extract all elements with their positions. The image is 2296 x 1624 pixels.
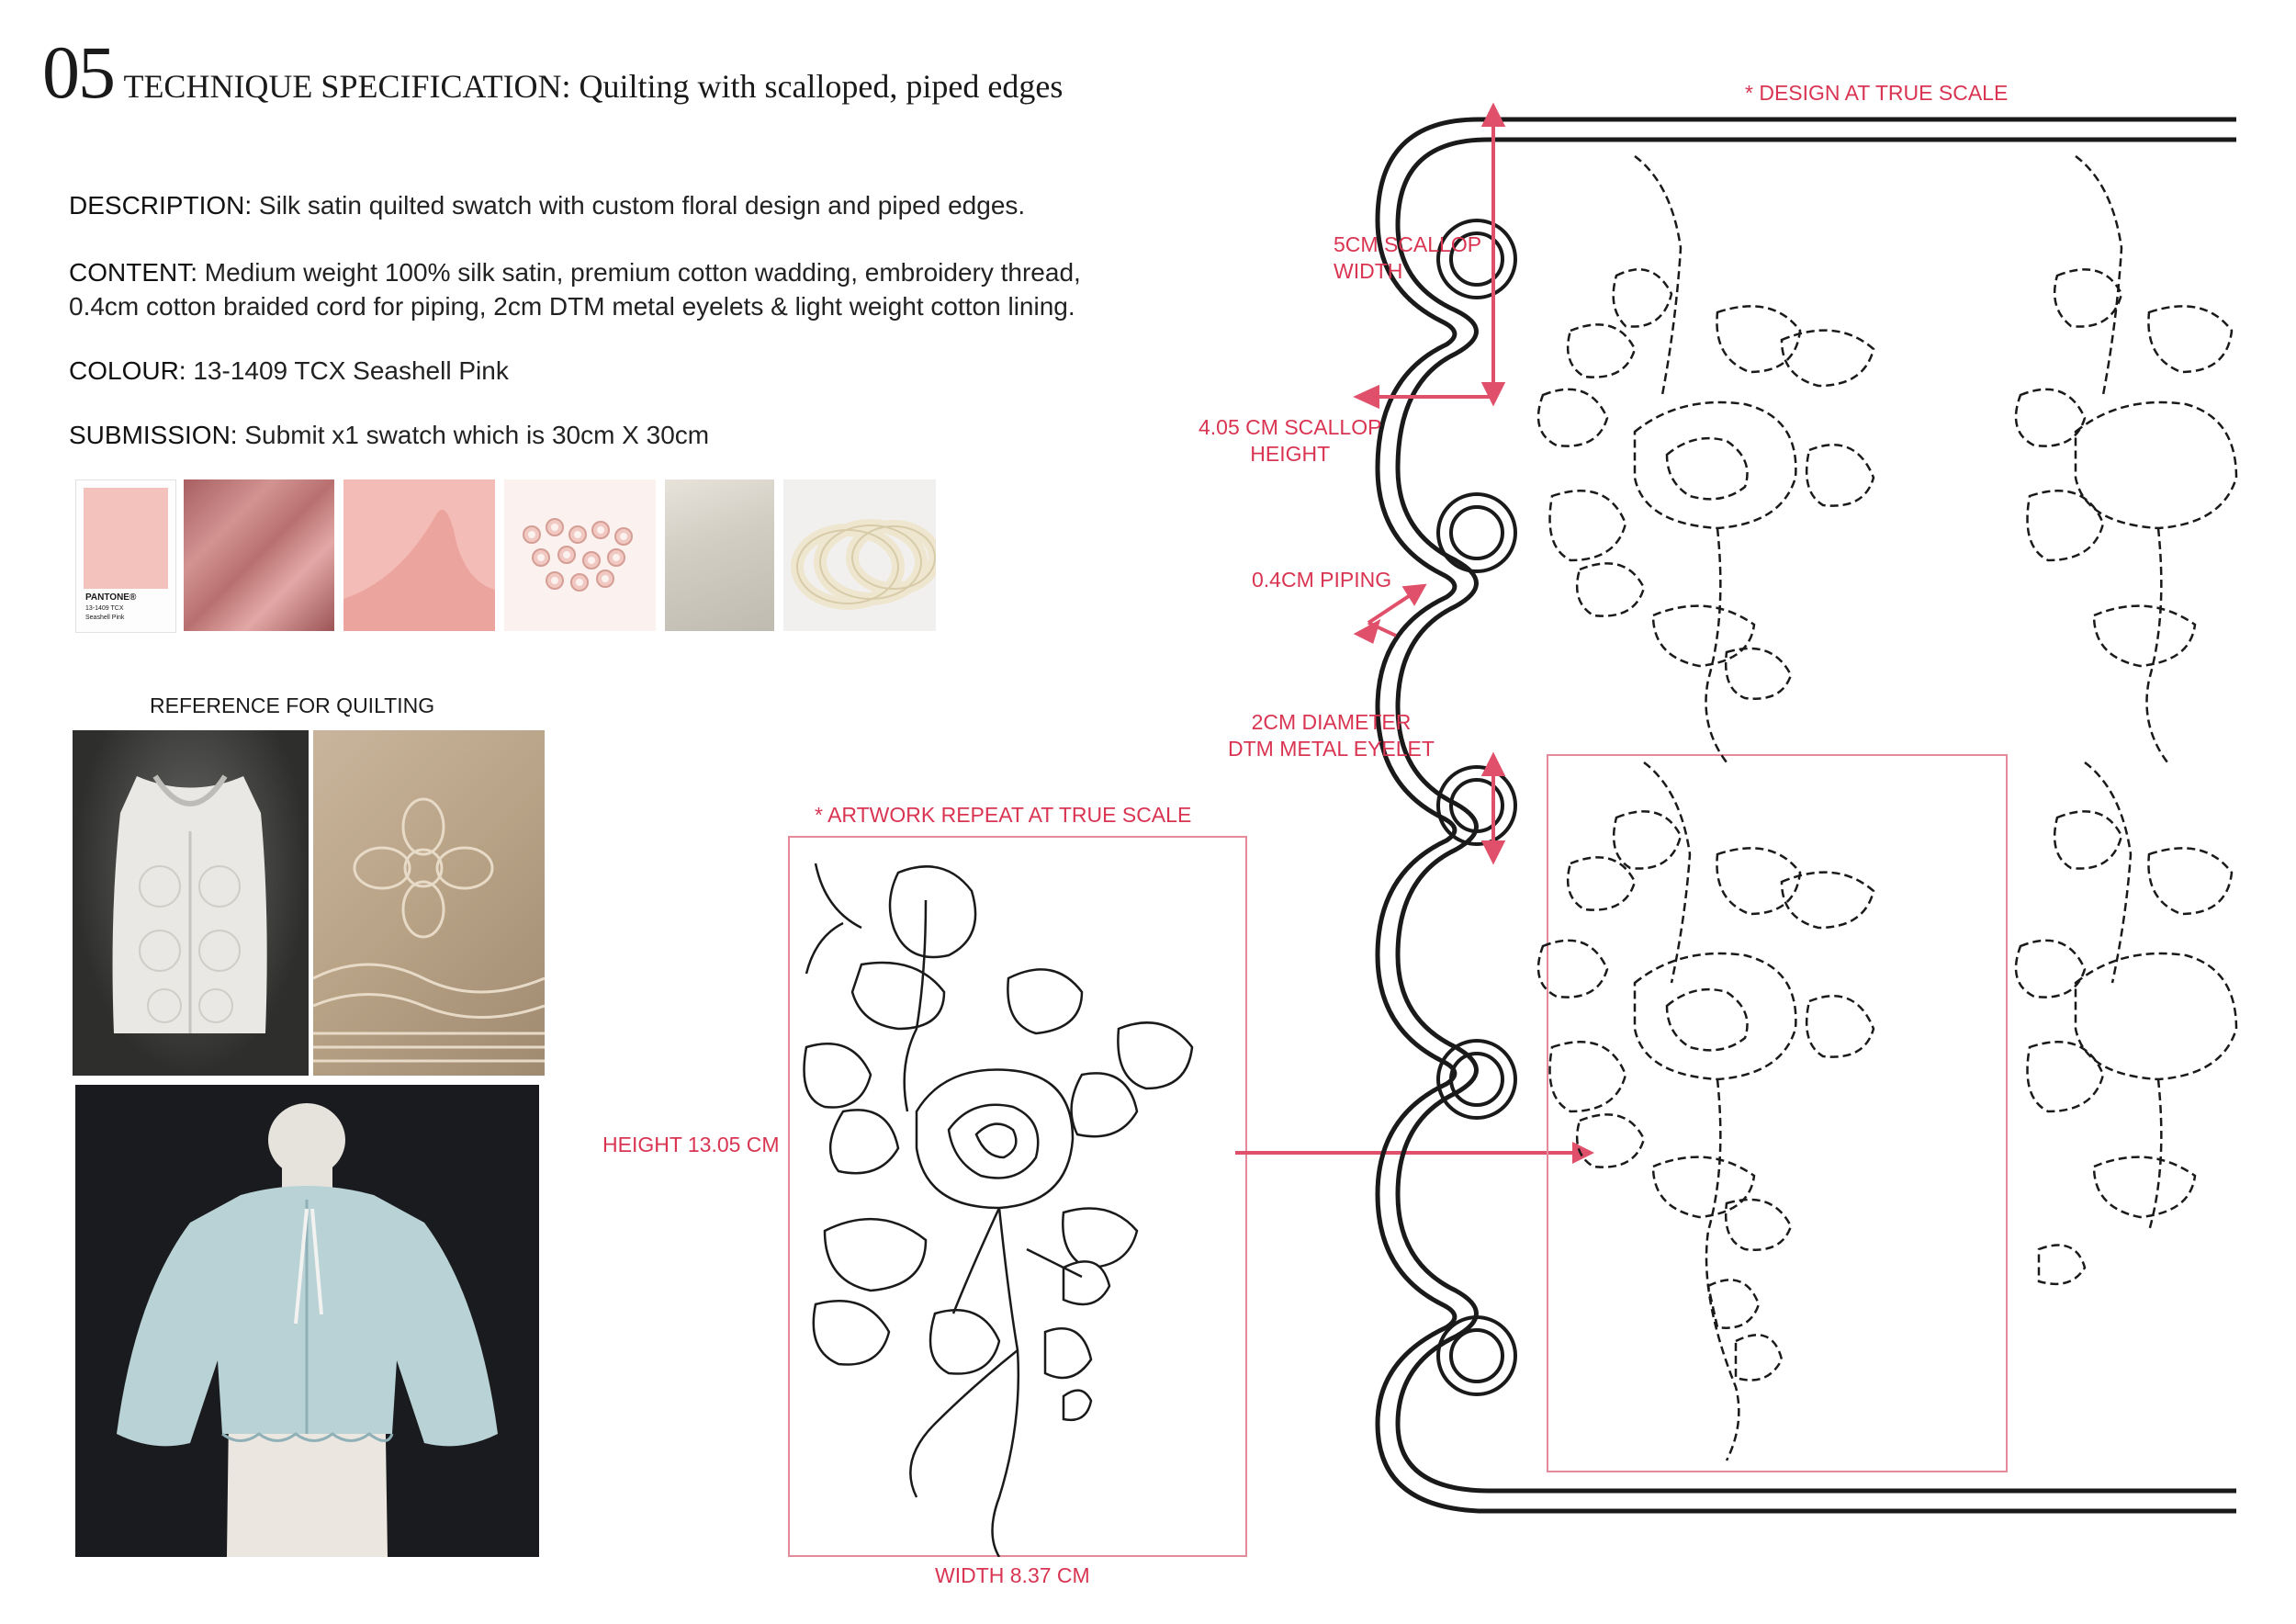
- eyelet-line2: DTM METAL EYELET: [1228, 737, 1435, 761]
- scalloped-edge-drawing: [1341, 101, 2259, 1534]
- artwork-repeat-drawing: [788, 836, 1247, 1557]
- braided-cord-photo: [783, 479, 936, 631]
- satin-bed-jacket-photo: [75, 1085, 539, 1557]
- description-label: DESCRIPTION:: [69, 191, 253, 220]
- quilted-detail-photo: [313, 730, 545, 1076]
- eyelet-label: [1228, 709, 1435, 762]
- eyelet-line1: 2CM DIAMETER: [1251, 710, 1412, 734]
- quilted-vest-photo: [73, 730, 309, 1076]
- pantone-code: 13-1409 TCX: [85, 605, 124, 612]
- scallop-height-line1: 4.05 CM SCALLOP: [1199, 415, 1382, 439]
- cotton-lining-photo: [665, 479, 774, 631]
- submission-line: [69, 418, 1208, 452]
- design-true-scale-title: * DESIGN AT TRUE SCALE: [1745, 81, 2009, 105]
- scallop-width-label: [1334, 231, 1481, 285]
- scallop-height-line2: HEIGHT: [1250, 442, 1331, 466]
- artwork-repeat-title: * ARTWORK REPEAT AT TRUE SCALE: [815, 803, 1192, 827]
- pantone-swatch: [75, 479, 176, 633]
- section-number: 05: [42, 30, 114, 114]
- silk-satin-photo: [184, 479, 334, 631]
- content-label: CONTENT:: [69, 258, 197, 287]
- colour-label: COLOUR:: [69, 356, 186, 385]
- content-line2: 0.4cm cotton braided cord for piping, 2cm DTM metal eyelets & light weight cotton lining.: [69, 292, 1075, 321]
- submission-text: Submit x1 swatch which is 30cm X 30cm: [237, 421, 710, 449]
- satin-drape-photo: [343, 479, 495, 631]
- pantone-name: Seashell Pink: [85, 615, 125, 621]
- piping-label: 0.4CM PIPING: [1252, 568, 1392, 592]
- description-text: Silk satin quilted swatch with custom floral design and piped edges.: [252, 191, 1026, 220]
- colour-line: [69, 354, 1208, 388]
- eyelets-photo: [504, 479, 656, 631]
- scallop-width-line2: WIDTH: [1334, 259, 1403, 283]
- content-line1: Medium weight 100% silk satin, premium cotton wadding, embroidery thread,: [197, 258, 1081, 287]
- submission-label: SUBMISSION:: [69, 421, 238, 449]
- description-line: [69, 188, 1208, 222]
- page-header: [42, 30, 1064, 114]
- content-block: [69, 255, 1208, 323]
- colour-text: 13-1409 TCX Seashell Pink: [186, 356, 509, 385]
- scallop-width-line1: 5CM SCALLOP: [1334, 232, 1482, 256]
- artwork-width-label: WIDTH 8.37 CM: [935, 1563, 1090, 1587]
- reference-title: REFERENCE FOR QUILTING: [150, 694, 435, 717]
- pantone-brand: PANTONE®: [85, 592, 137, 603]
- page-title: TECHNIQUE SPECIFICATION: Quilting with scalloped, piped edges: [123, 68, 1064, 105]
- scallop-height-label: [1199, 414, 1381, 468]
- artwork-height-label: HEIGHT 13.05 CM: [602, 1133, 780, 1156]
